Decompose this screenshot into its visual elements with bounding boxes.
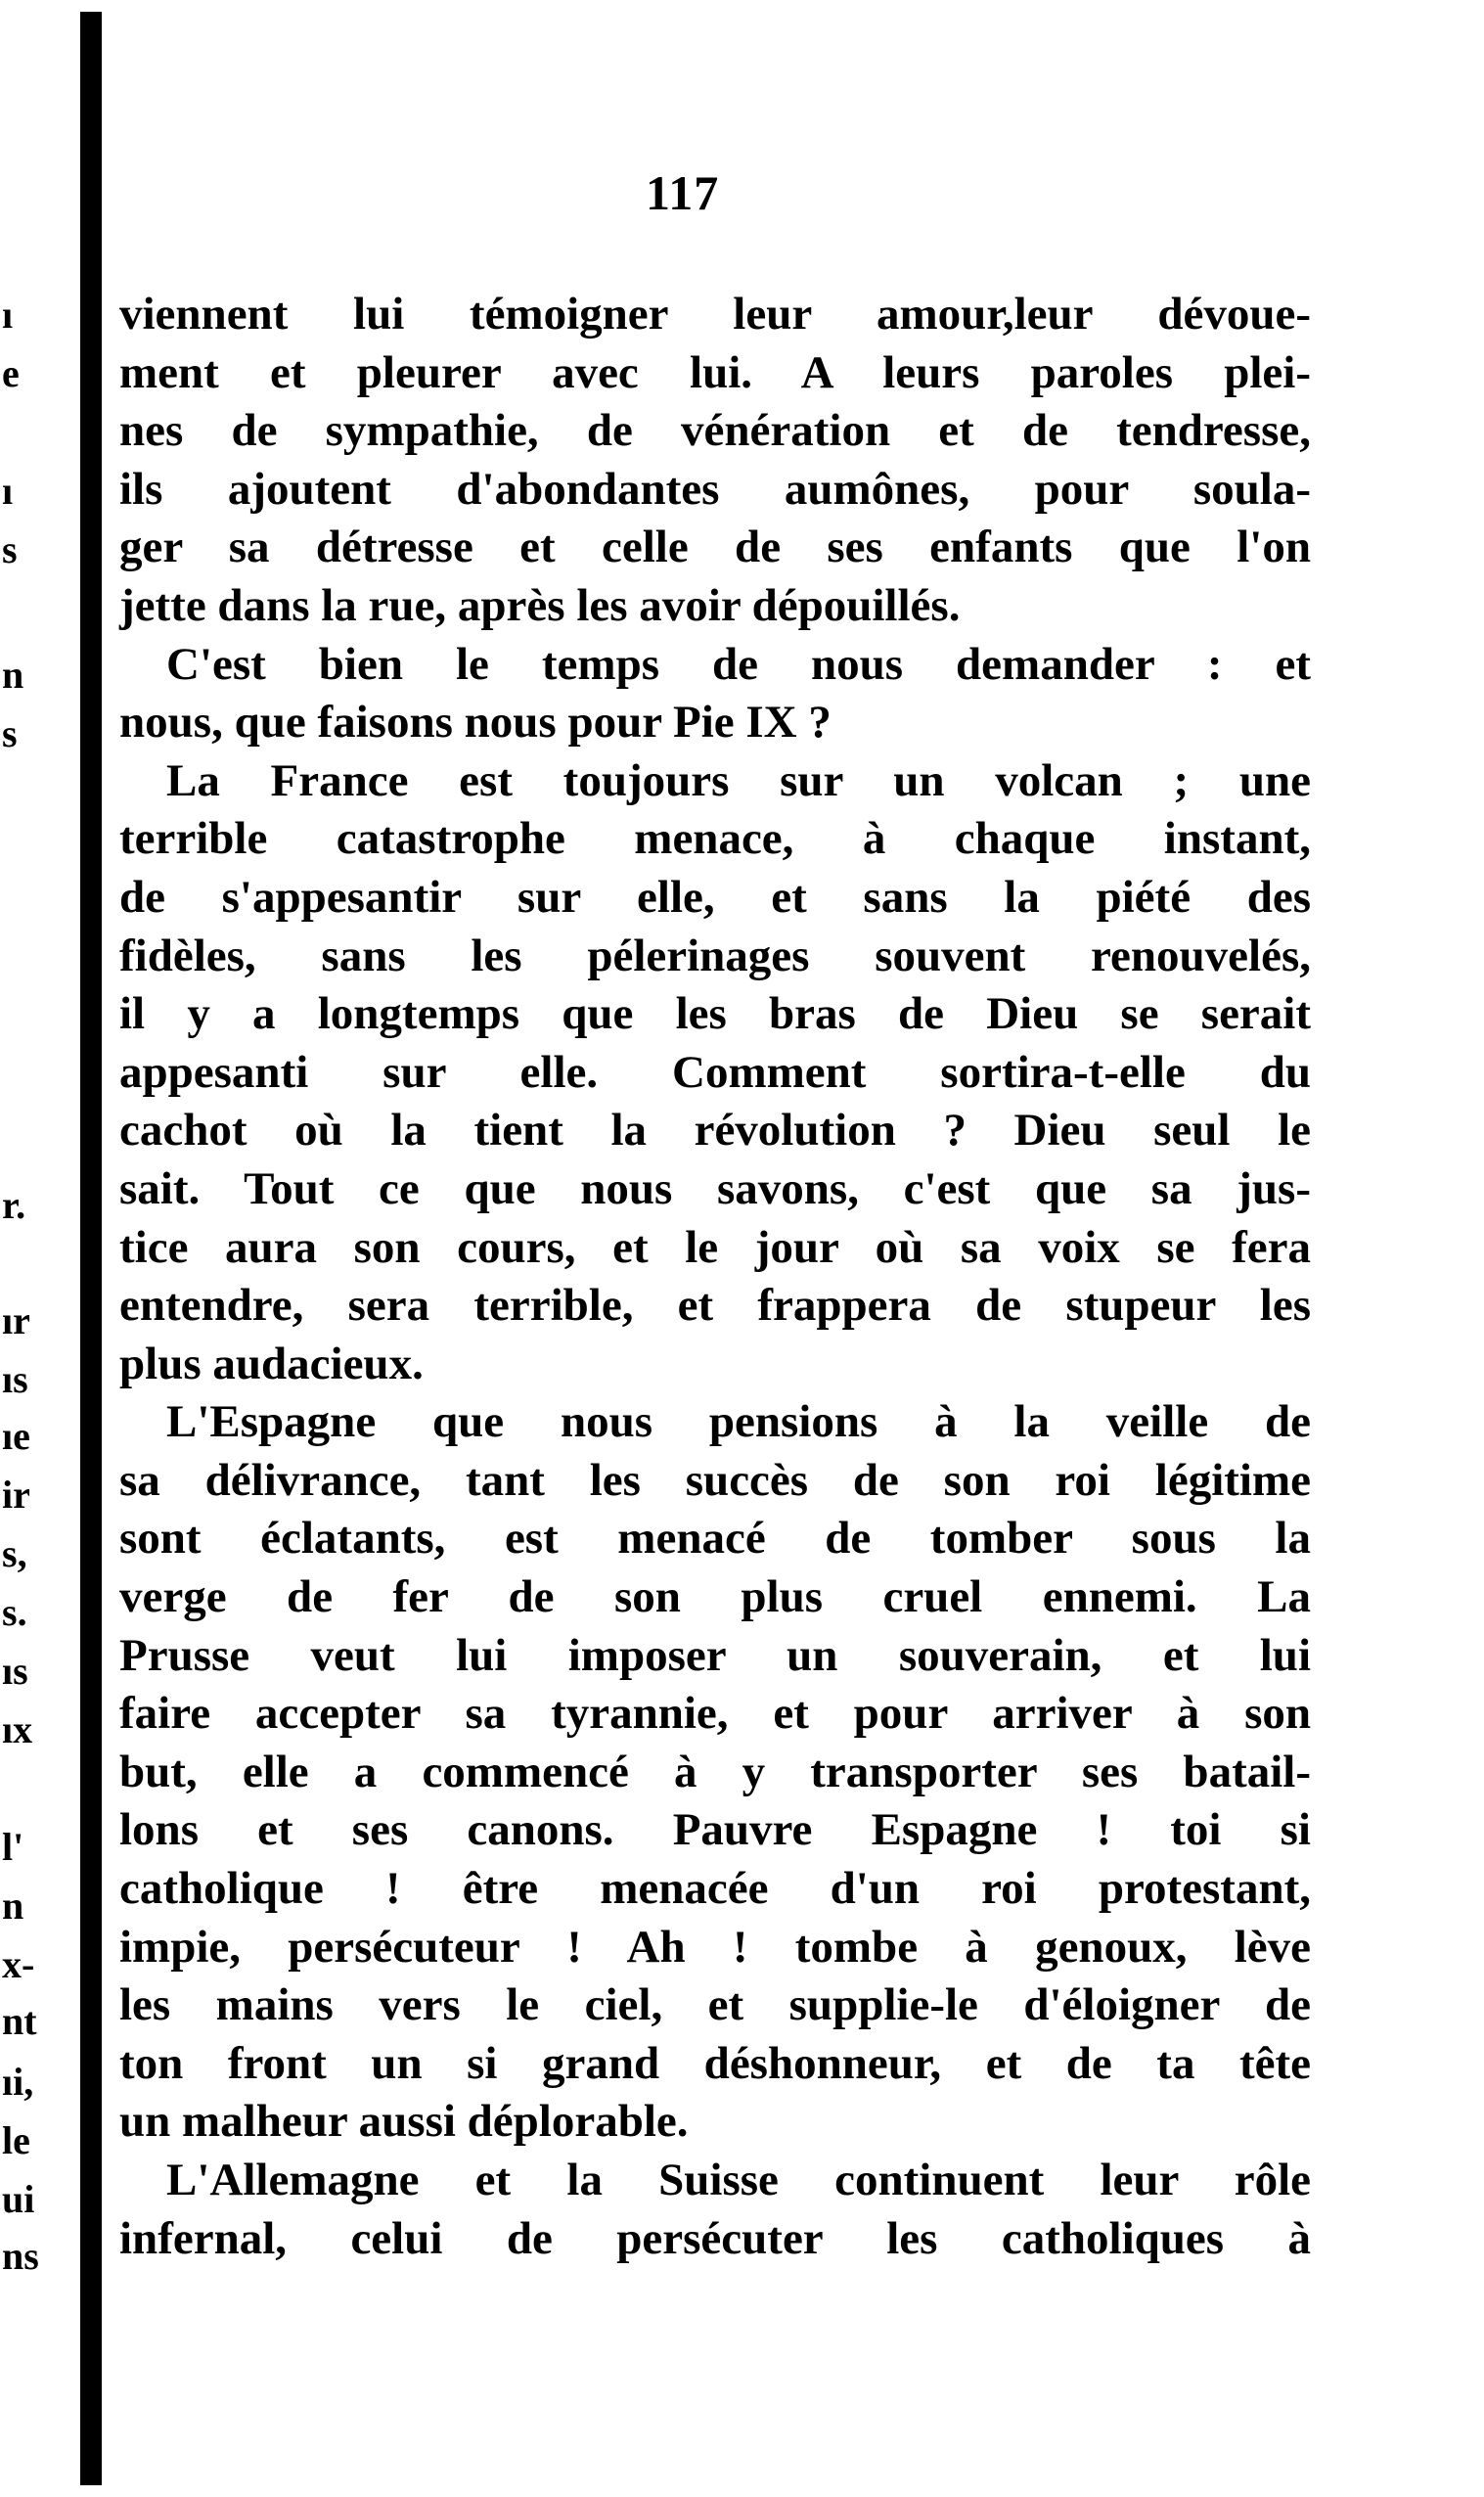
margin-fragment: r.	[2, 1183, 26, 1227]
text-line: but, elle a commencé à y transporter ses batail-	[119, 1746, 1311, 1797]
margin-fragment: le	[2, 2118, 30, 2162]
adjacent-page-fragments	[0, 293, 76, 2278]
text-line: appesanti sur elle. Comment sortira-t-elle du	[119, 1046, 1311, 1098]
text-line: ment et pleurer avec lui. A leurs paroles plei-	[119, 346, 1311, 398]
margin-fragment: x-	[2, 1942, 35, 1986]
margin-fragment: l'	[2, 1825, 24, 1869]
text-line: infernal, celui de persécuter les catholiques à	[119, 2212, 1311, 2264]
text-line: impie, persécuteur ! Ah ! tombe à genoux, lève	[119, 1921, 1311, 1973]
margin-fragment: ıs	[2, 1649, 28, 1693]
margin-fragment: ns	[2, 2234, 39, 2278]
margin-fragment: ıe	[2, 1414, 30, 1458]
body-text	[119, 286, 1311, 2268]
margin-fragment: s.	[2, 1590, 27, 1634]
margin-fragment: ı	[2, 469, 14, 513]
text-line: verge de fer de son plus cruel ennemi. La	[119, 1571, 1311, 1623]
text-line: Prusse veut lui imposer un souverain, et lui	[119, 1629, 1311, 1681]
margin-fragment: ıx	[2, 1707, 33, 1751]
margin-fragment: ıs	[2, 1357, 28, 1401]
text-line: les mains vers le ciel, et supplie-le d'éloigner de	[119, 1979, 1311, 2031]
margin-fragment: ıi,	[2, 2060, 34, 2104]
margin-fragment: s	[2, 711, 18, 755]
text-line: catholique ! être menacée d'un roi protestant,	[119, 1863, 1311, 1915]
margin-fragment: ı	[2, 293, 14, 337]
margin-fragment: s,	[2, 1531, 27, 1575]
text-line: ger sa détresse et celle de ses enfants que l'on	[119, 522, 1311, 573]
text-line: ton front un si grand déshonneur, et de ta tête	[119, 2037, 1311, 2089]
text-line: cachot où la tient la révolution ? Dieu seul le	[119, 1105, 1311, 1157]
text-line: L'Espagne que nous pensions à la veille de	[166, 1396, 1311, 1448]
margin-fragment: nt	[2, 1999, 37, 2043]
text-line: terrible catastrophe menace, à chaque instant,	[119, 813, 1311, 865]
text-line: viennent lui témoigner leur amour,leur dévoue-	[119, 289, 1311, 340]
text-line: sa délivrance, tant les succès de son roi légitime	[119, 1454, 1311, 1506]
text-line: fidèles, sans les pélerinages souvent renouvelés,	[119, 930, 1311, 981]
text-line: lons et ses canons. Pauvre Espagne ! toi si	[119, 1804, 1311, 1856]
text-line: La France est toujours sur un volcan ; une	[166, 754, 1311, 806]
margin-fragment: ui	[2, 2177, 35, 2221]
text-line: sont éclatants, est menacé de tomber sous la	[119, 1513, 1311, 1565]
margin-fragment: e	[2, 351, 20, 395]
margin-fragment: n	[2, 653, 24, 697]
text-line: tice aura son cours, et le jour où sa voix se fera	[119, 1221, 1311, 1273]
page-number: 117	[646, 165, 720, 220]
text-line: il y a longtemps que les bras de Dieu se serait	[119, 988, 1311, 1040]
text-line: entendre, sera terrible, et frappera de stupeur les	[119, 1280, 1311, 1332]
text-line: un malheur aussi déplorable.	[119, 2096, 689, 2148]
text-line: de s'appesantir sur elle, et sans la piété des	[119, 871, 1311, 923]
text-line: C'est bien le temps de nous demander : et	[166, 638, 1311, 690]
text-line: nous, que faisons nous pour Pie IX ?	[119, 697, 832, 749]
text-line: L'Allemagne et la Suisse continuent leur rôle	[166, 2155, 1311, 2205]
text-line: jette dans la rue, après les avoir dépouillés.	[119, 579, 961, 631]
text-line: plus audacieux.	[119, 1338, 424, 1389]
text-line: faire accepter sa tyrannie, et pour arriver à son	[119, 1688, 1311, 1740]
book-gutter-shadow	[80, 12, 102, 2485]
margin-fragment: ir	[2, 1473, 30, 1517]
margin-fragment: s	[2, 527, 18, 571]
text-line: sait. Tout ce que nous savons, c'est que sa jus-	[119, 1162, 1311, 1214]
margin-fragment: ır	[2, 1298, 30, 1342]
text-line: ils ajoutent d'abondantes aumônes, pour soula-	[119, 463, 1311, 515]
margin-fragment: n	[2, 1884, 24, 1928]
text-line: nes de sympathie, de vénération et de tendresse,	[119, 405, 1311, 457]
